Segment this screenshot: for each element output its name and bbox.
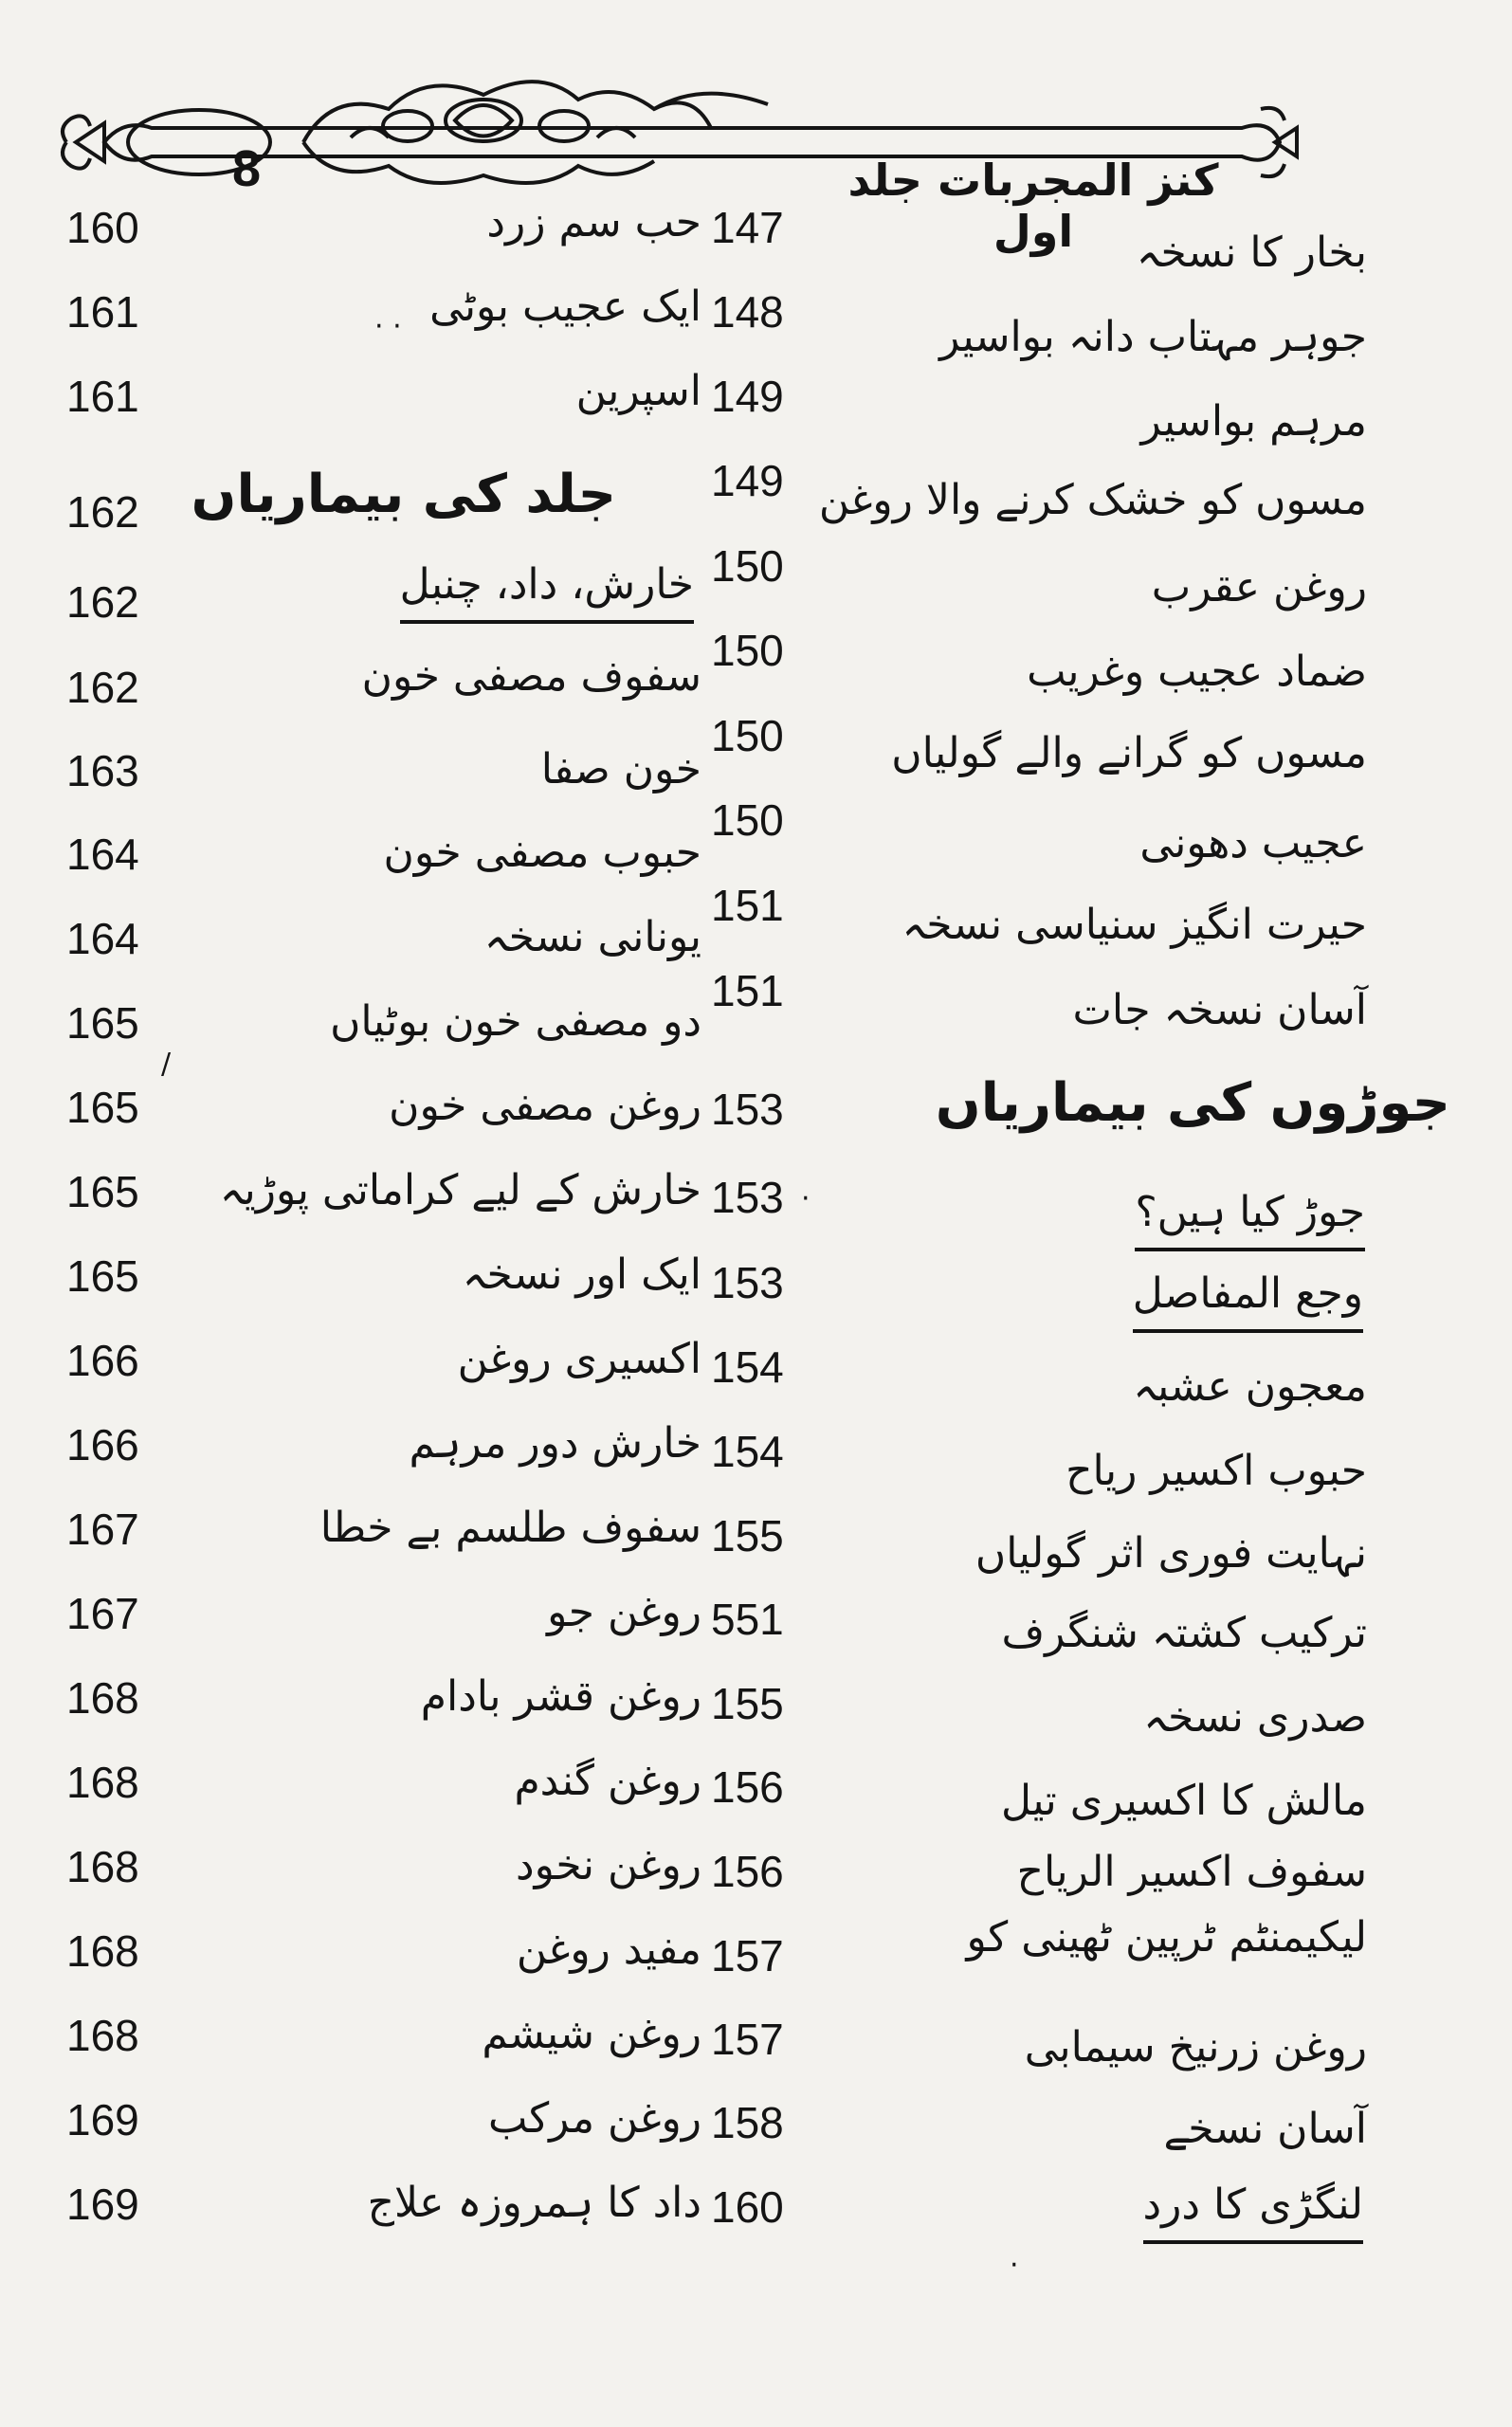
toc-page-number: 153 <box>711 1258 784 1307</box>
toc-entry-title: ایک عجیب بوٹی <box>429 283 701 331</box>
toc-row <box>711 2089 1469 2175</box>
toc-page-number: 158 <box>711 2098 784 2147</box>
toc-page-number: 151 <box>711 966 784 1015</box>
toc-entry-title: سفوف مصفی خون <box>361 652 701 701</box>
toc-row <box>38 2087 796 2172</box>
toc-page-number: 154 <box>711 1342 784 1392</box>
toc-row <box>711 1754 1469 1839</box>
toc-entry-title: داد کا ہمروزہ علاج <box>367 2179 701 2227</box>
toc-row <box>711 447 1469 533</box>
toc-entry-title: خارش کے لیے کراماتی پوڑیہ <box>219 1166 701 1214</box>
toc-page-number: 551 <box>711 1595 784 1644</box>
toc-page-number: 162 <box>66 487 139 537</box>
ink-speck-icon: / <box>161 1048 172 1081</box>
toc-page-number: 156 <box>711 1762 784 1812</box>
toc-entry-title: روغن عقرب <box>1151 563 1367 611</box>
toc-row <box>38 1159 796 1244</box>
toc-page-number: 155 <box>711 1679 784 1728</box>
toc-row <box>711 1164 1469 1250</box>
toc-row <box>38 990 796 1075</box>
toc-entry-title: عجیب دھونی <box>1139 819 1367 867</box>
toc-entry-title: مسوں کو خشک کرنے والا روغن <box>818 476 1367 524</box>
toc-section-heading <box>711 1072 1469 1161</box>
toc-page-number: 156 <box>711 1847 784 1896</box>
toc-entry-title: ایک اور نسخہ <box>462 1250 701 1299</box>
toc-entry-title: اکسیری روغن <box>457 1335 701 1383</box>
ink-speck-icon: · <box>1010 2249 1019 2282</box>
toc-page-number: 165 <box>66 1083 139 1132</box>
toc-subheading-title: خارش، داد، چنبل <box>400 550 694 624</box>
toc-entry-title: حبوب اکسیر ریاح <box>1066 1447 1367 1495</box>
toc-page-number: 150 <box>711 541 784 591</box>
toc-page-number: 151 <box>711 881 784 930</box>
toc-entry-title: حبوب مصفی خون <box>383 829 701 877</box>
toc-page-number: 168 <box>66 1673 139 1723</box>
page-number: 8 <box>231 140 262 197</box>
toc-page-number: 166 <box>66 1420 139 1469</box>
toc-entry-title: روغن شیشم <box>482 2010 701 2058</box>
toc-page-number: 163 <box>66 746 139 795</box>
toc-entry-title: حب سم زرد <box>486 198 701 246</box>
toc-entry-title: آسان نسخے <box>1163 2105 1367 2153</box>
toc-entry-title: ضماد عجیب وغریب <box>1027 648 1367 696</box>
toc-subheading-title: وجع المفاصل <box>1133 1259 1363 1333</box>
toc-page-number: 161 <box>66 372 139 421</box>
toc-row <box>38 194 796 280</box>
toc-subheading-title: جوڑ کیا ہیں؟ <box>1135 1177 1365 1251</box>
toc-entry-title: روغن نخود <box>516 1841 701 1889</box>
toc-row <box>711 363 1469 448</box>
ink-speck-icon: · <box>801 1182 811 1215</box>
toc-row <box>38 2002 796 2088</box>
toc-row <box>38 1665 796 1750</box>
toc-entry-title: یونانی نسخہ <box>483 913 701 961</box>
toc-entry-title: صدری نسخہ <box>1143 1693 1367 1742</box>
book-title: کنز المجربات جلد اول <box>847 155 1219 257</box>
toc-page-number: 154 <box>711 1427 784 1476</box>
toc-row <box>38 1327 796 1413</box>
toc-entry-title: روغن گندم <box>514 1757 701 1805</box>
toc-entry-title: لیکیمنٹم ٹرپین ٹھینی کو <box>966 1913 1367 1962</box>
toc-row <box>38 279 796 364</box>
toc-entry-title: ترکیب کشتہ شنگرف <box>1001 1609 1367 1657</box>
toc-entry-title: مسوں کو گرانے والے گولیاں <box>891 729 1367 777</box>
toc-entry-title: اسپرین <box>575 367 701 415</box>
toc-page-number: 168 <box>66 1926 139 1976</box>
toc-row <box>38 1580 796 1666</box>
toc-row <box>38 1074 796 1159</box>
toc-page-number: 165 <box>66 998 139 1048</box>
toc-page-number: 168 <box>66 1842 139 1891</box>
toc-entry-title: دو مصفی خون بوٹیاں <box>330 997 701 1046</box>
toc-row <box>38 738 796 823</box>
toc-page-number: 160 <box>711 2182 784 2232</box>
toc-entry-title: آسان نسخہ جات <box>1072 986 1367 1034</box>
toc-entry-title: روغن جو <box>547 1588 701 1636</box>
toc-entry-title: روغن مصفی خون <box>389 1082 701 1130</box>
toc-right-column <box>711 0 1469 2427</box>
toc-row <box>711 1250 1469 1335</box>
toc-left-column <box>38 0 796 2427</box>
toc-page-number: 160 <box>66 203 139 252</box>
toc-row <box>711 617 1469 703</box>
toc-page-number: 157 <box>711 1931 784 1980</box>
toc-entry-title: سفوف اکسیر الریاح <box>1016 1848 1367 1896</box>
ink-speck-icon: · · <box>374 310 402 343</box>
toc-page-number: 169 <box>66 2095 139 2144</box>
toc-page-number: 161 <box>66 287 139 337</box>
toc-row <box>38 1496 796 1581</box>
toc-row <box>711 1586 1469 1671</box>
toc-row <box>38 1918 796 2003</box>
toc-row <box>38 905 796 991</box>
toc-row <box>711 194 1469 280</box>
toc-entry-title: معجون عشبہ <box>1133 1362 1367 1411</box>
toc-entry-title: مالش کا اکسیری تیل <box>1000 1777 1367 1825</box>
toc-row <box>711 533 1469 618</box>
toc-entry-title: نہایت فوری اثر گولیاں <box>975 1529 1367 1578</box>
toc-row <box>38 654 796 739</box>
toc-row <box>711 1670 1469 1756</box>
toc-page-number: 149 <box>711 456 784 505</box>
toc-page-number: 168 <box>66 2011 139 2060</box>
toc-row <box>711 872 1469 958</box>
toc-page-number: 150 <box>711 795 784 845</box>
toc-page-number: 162 <box>66 577 139 627</box>
toc-page-number: 167 <box>66 1505 139 1554</box>
toc-entry-title: روغن مرکب <box>488 2094 701 2143</box>
toc-page-number: 148 <box>711 287 784 337</box>
toc-page-number: 168 <box>66 1758 139 1807</box>
toc-row <box>38 2171 796 2256</box>
toc-row <box>711 787 1469 872</box>
toc-entry-title: جوہر مہتاب دانہ بواسیر <box>939 313 1367 361</box>
toc-section-title: جوڑوں کی بیماریاں <box>935 1072 1450 1134</box>
toc-page-number: 166 <box>66 1336 139 1385</box>
toc-entry-title: سفوف طلسم بے خطا <box>319 1504 701 1552</box>
toc-row <box>711 958 1469 1043</box>
toc-entry-title: روغن زرنیخ سیمابی <box>1024 2023 1367 2071</box>
toc-entry-title: روغن قشر بادام <box>420 1672 701 1721</box>
toc-row <box>711 1503 1469 1588</box>
toc-page-number: 169 <box>66 2180 139 2229</box>
toc-row <box>711 1334 1469 1419</box>
toc-row <box>38 363 796 448</box>
toc-page-number: 147 <box>711 203 784 252</box>
toc-entry-title: خون صفا <box>540 745 701 794</box>
toc-row <box>38 1749 796 1834</box>
toc-page-number: 150 <box>711 626 784 675</box>
toc-row <box>38 1243 796 1328</box>
toc-row <box>38 1412 796 1497</box>
toc-row <box>38 1834 796 1919</box>
toc-entry-title: خارش دور مرہم <box>409 1419 701 1468</box>
toc-entry-title: مفید روغن <box>516 1925 701 1974</box>
toc-page-number: 153 <box>711 1173 784 1222</box>
toc-row <box>38 821 796 906</box>
toc-page-number: 165 <box>66 1251 139 1301</box>
toc-row <box>711 2174 1469 2259</box>
toc-row <box>711 703 1469 788</box>
toc-row <box>711 2006 1469 2091</box>
toc-page-number: 155 <box>711 1511 784 1560</box>
toc-entry-title: حیرت انگیز سنیاسی نسخہ <box>902 901 1367 949</box>
toc-entry-title: بخار کا نسخہ <box>1136 228 1367 277</box>
toc-entry-title: مرہم بواسیر <box>1140 397 1367 446</box>
toc-section-title: جلد کی بیماریاں <box>191 464 616 525</box>
toc-page-number: 164 <box>66 914 139 963</box>
toc-page-number: 164 <box>66 830 139 879</box>
toc-page-number: 167 <box>66 1589 139 1638</box>
toc-page-number: 153 <box>711 1085 784 1134</box>
toc-page-number: 165 <box>66 1167 139 1216</box>
toc-row <box>711 1418 1469 1504</box>
toc-row <box>711 279 1469 364</box>
toc-row <box>711 1913 1469 2008</box>
toc-page-number: 149 <box>711 372 784 421</box>
toc-page-number: 157 <box>711 2015 784 2064</box>
toc-page-number: 162 <box>66 663 139 712</box>
toc-page-number: 150 <box>711 711 784 760</box>
toc-subheading-title: لنگڑی کا درد <box>1143 2170 1363 2244</box>
